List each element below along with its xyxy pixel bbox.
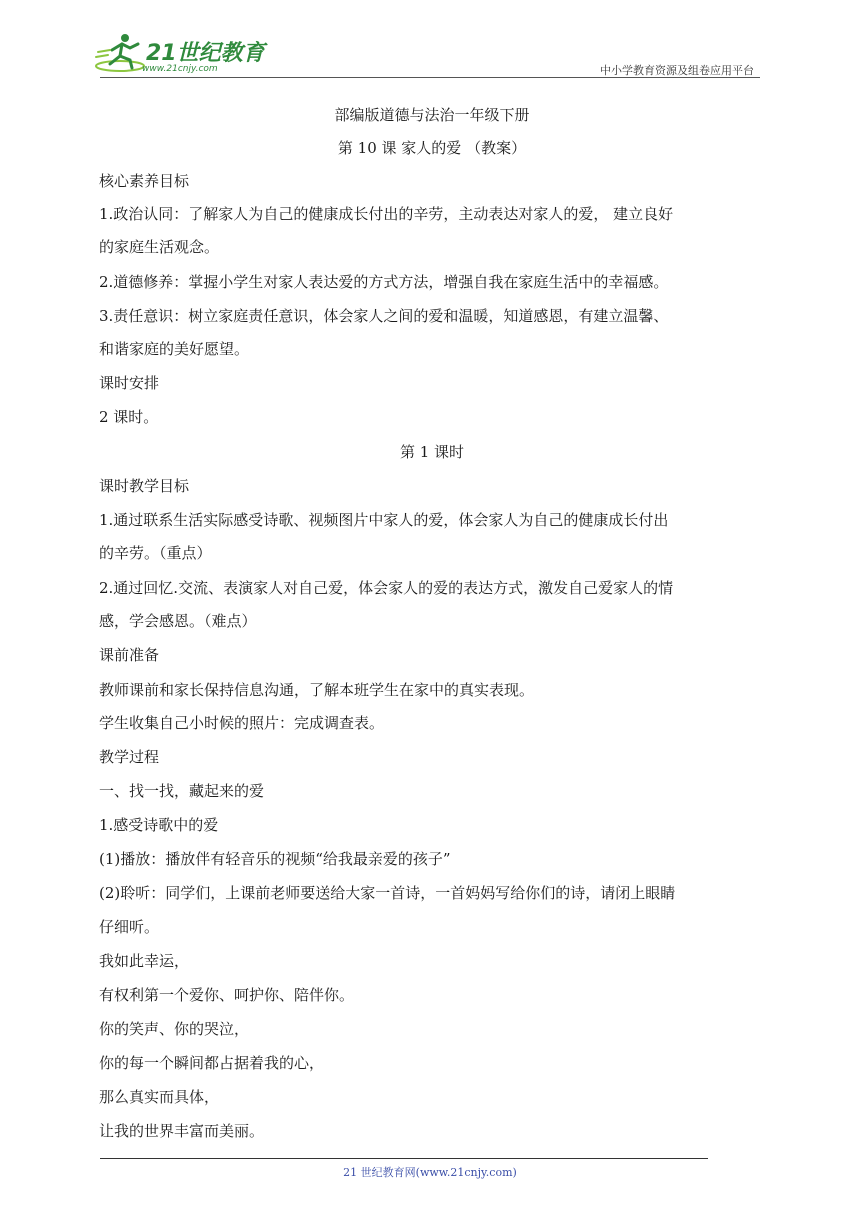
paragraph-line: 2 课时。 bbox=[99, 408, 159, 426]
logo-url: www.21cnjy.com bbox=[142, 64, 218, 74]
paragraph-line: 学生收集自己小时候的照片：完成调查表。 bbox=[99, 714, 385, 732]
paragraph-line: 1.感受诗歌中的爱 bbox=[99, 816, 219, 834]
section-heading: 课前准备 bbox=[99, 646, 160, 664]
logo-text: 21世纪教育 bbox=[146, 41, 265, 66]
page-header bbox=[0, 0, 860, 80]
section-heading: 核心素养目标 bbox=[99, 172, 190, 190]
paragraph-line: (2)聆听：同学们，上课前老师要送给大家一首诗，一首妈妈写给你们的诗，请闭上眼睛 bbox=[99, 884, 676, 902]
poem-line: 你的笑声、你的哭泣， bbox=[99, 1020, 250, 1038]
paragraph-line: 2.通过回忆.交流、表演家人对自己爱，体会家人的爱的表达方式，激发自己爱家人的情 bbox=[99, 579, 674, 597]
paragraph-line: 仔细听。 bbox=[99, 918, 160, 936]
poem-line: 让我的世界丰富而美丽。 bbox=[99, 1122, 265, 1140]
paragraph-line: 2.道德修养：掌握小学生对家人表达爱的方式方法，增强自我在家庭生活中的幸福感。 bbox=[99, 273, 669, 291]
paragraph-line: 1.政治认同：了解家人为自己的健康成长付出的辛劳，主动表达对家人的爱， 建立良好 bbox=[99, 205, 674, 223]
poem-line: 有权利第一个爱你、呵护你、陪伴你。 bbox=[99, 986, 355, 1004]
poem-line: 你的每一个瞬间都占据着我的心， bbox=[99, 1054, 325, 1072]
site-logo[interactable] bbox=[94, 30, 265, 76]
paragraph-line: 感，学会感恩。（难点） bbox=[99, 612, 257, 630]
footer-link[interactable]: 21 世纪教育网(www.21cnjy.com) bbox=[343, 1166, 517, 1179]
paragraph-line: 一、找一找，藏起来的爱 bbox=[99, 782, 265, 800]
lesson-heading: 第 1 课时 bbox=[399, 443, 465, 461]
paragraph-line: 教师课前和家长保持信息沟通，了解本班学生在家中的真实表现。 bbox=[99, 681, 535, 699]
footer-divider bbox=[100, 1158, 708, 1159]
header-divider bbox=[100, 77, 760, 78]
document-title: 部编版道德与法治一年级下册 bbox=[334, 106, 530, 124]
platform-tagline: 中小学教育资源及组卷应用平台 bbox=[600, 64, 754, 77]
paragraph-line: (1)播放：播放伴有轻音乐的视频“给我最亲爱的孩子” bbox=[99, 850, 451, 868]
poem-line: 我如此幸运， bbox=[99, 952, 190, 970]
section-heading: 教学过程 bbox=[99, 748, 160, 766]
paragraph-line: 3.责任意识：树立家庭责任意识，体会家人之间的爱和温暖，知道感恩，有建立温馨、 bbox=[99, 307, 669, 325]
paragraph-line: 和谐家庭的美好愿望。 bbox=[99, 340, 250, 358]
paragraph-line: 的家庭生活观念。 bbox=[99, 238, 220, 256]
document-subtitle: 第 10 课 家人的爱 （教案） bbox=[337, 139, 527, 157]
paragraph-line: 的辛劳。（重点） bbox=[99, 544, 212, 562]
section-heading: 课时教学目标 bbox=[99, 477, 190, 495]
poem-line: 那么真实而具体， bbox=[99, 1088, 220, 1106]
section-heading: 课时安排 bbox=[99, 374, 160, 392]
paragraph-line: 1.通过联系生活实际感受诗歌、视频图片中家人的爱，体会家人为自己的健康成长付出 bbox=[99, 511, 669, 529]
